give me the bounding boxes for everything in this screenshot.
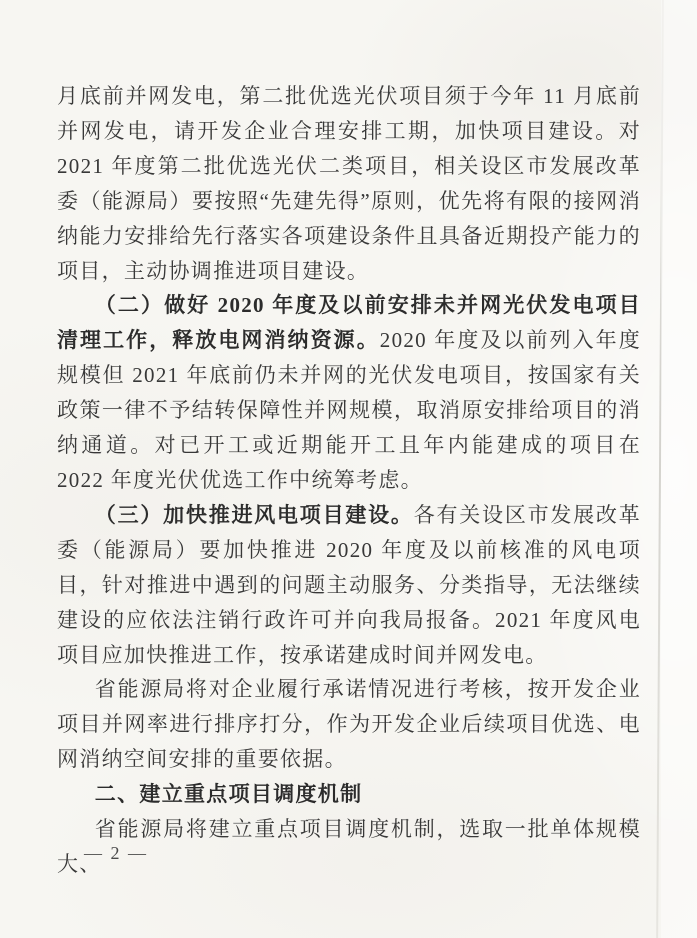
paragraph-continuation bbox=[57, 79, 641, 288]
paragraph-assessment bbox=[57, 672, 641, 777]
paragraph-assessment-text: 省能源局将对企业履行承诺情况进行考核，按开发企业项目并网率进行排序打分，作为开发企业后续项目优选、电网消纳空间安排的重要依据。 bbox=[57, 677, 641, 772]
document-body bbox=[57, 79, 641, 882]
paragraph-continuation-text: 月底前并网发电，第二批优选光伏项目须于今年 11 月底前并网发电，请开发企业合理安排工期，加快项目建设。对 2021 年度第二批优选光伏二类项目，相关设区市发展改革委（能源局）要按照“先建先得”原则，优先将有限的接网消纳能力安排给先行落实各项建设条件且具备近期投产能力的项目，主动协调推进项目建设。 bbox=[57, 84, 641, 283]
section-heading-2 bbox=[57, 777, 641, 812]
paragraph-item-3 bbox=[57, 498, 641, 673]
paragraph-item-2-text: 2020 年度及以前列入年度规模但 2021 年底前仍未并网的光伏发电项目，按国家有关政策一律不予结转保障性并网规模，取消原安排给项目的消纳通道。对已开工或近期能开工且年内能建成的项目在 2022 年度光伏优选工作中统筹考虑。 bbox=[57, 328, 642, 492]
paragraph-item-2-bold-lead: （二）做好 2020 年度及以前安排未并网光伏发电项目清理工作，释放电网消纳资源。 bbox=[57, 293, 641, 353]
paragraph-item-3-bold-lead: （三）加快推进风电项目建设。 bbox=[94, 502, 414, 527]
page-number: — 2 — bbox=[84, 843, 148, 863]
paragraph-item-3-text: 各有关设区市发展改革委（能源局）要加快推进 2020 年度及以前核准的风电项目，针对推进中遇到的问题主动服务、分类指导，无法继续建设的应依法注销行政许可并向我局报备。2021 年度风电项目应加快推进工作，按承诺建成时间并网发电。 bbox=[57, 502, 642, 667]
section-heading-2-text: 二、建立重点项目调度机制 bbox=[94, 782, 363, 807]
paper-edge-margin bbox=[661, 0, 697, 938]
paragraph-section-2-intro-text: 省能源局将建立重点项目调度机制，选取一批单体规模大、 bbox=[57, 817, 641, 876]
paragraph-item-2 bbox=[57, 288, 641, 497]
